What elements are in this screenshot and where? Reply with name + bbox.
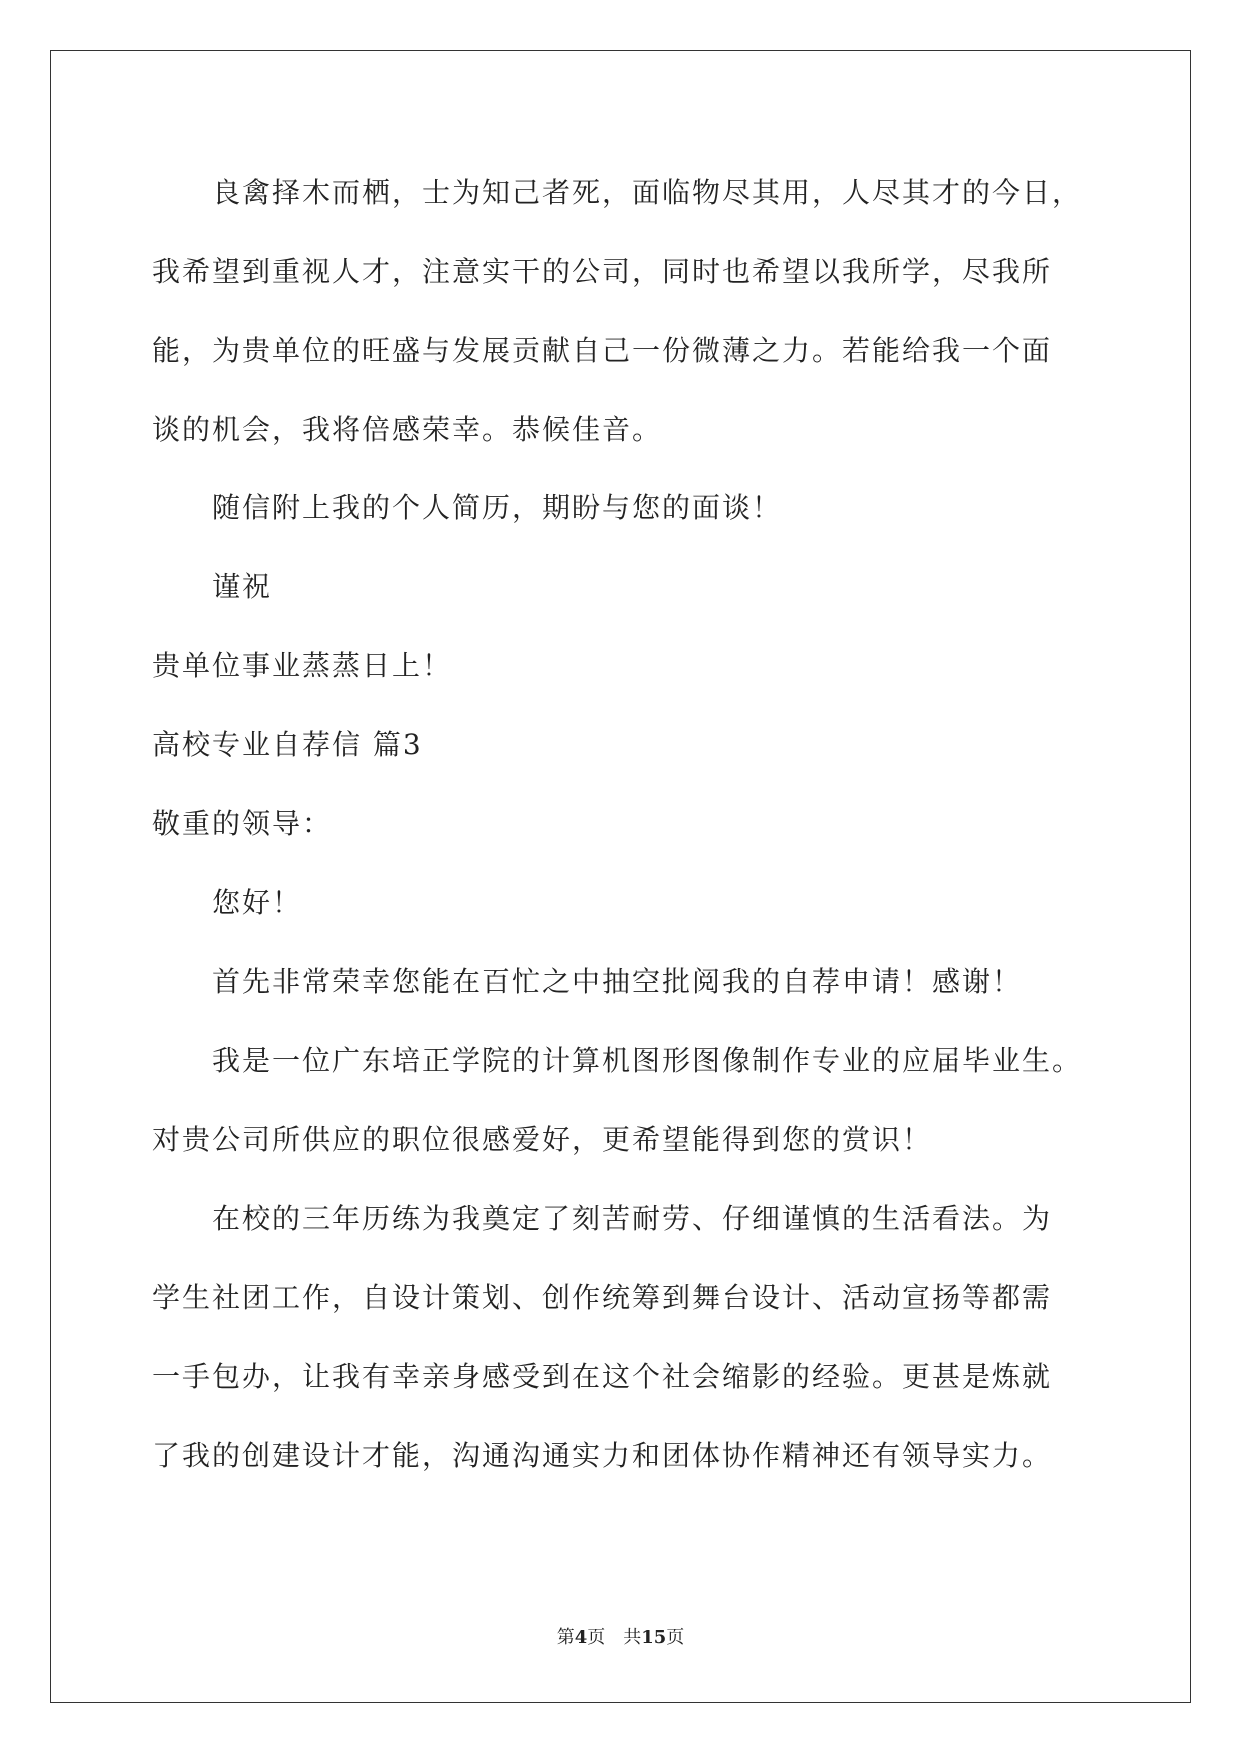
paragraph-line: 了我的创建设计才能，沟通沟通实力和团体协作精神还有领导实力。 <box>152 1439 1053 1472</box>
paragraph-line: 首先非常荣幸您能在百忙之中抽空批阅我的自荐申请！感谢！ <box>152 965 1023 998</box>
paragraph-line: 谈的机会，我将倍感荣幸。恭候佳音。 <box>152 413 663 446</box>
paragraph-line: 能，为贵单位的旺盛与发展贡献自己一份微薄之力。若能给我一个面 <box>152 334 1053 367</box>
page-number: 4 <box>574 1627 588 1648</box>
closing-line: 贵单位事业蒸蒸日上！ <box>152 649 453 682</box>
paragraph-line: 我希望到重视人才，注意实干的公司，同时也希望以我所学，尽我所 <box>152 255 1053 288</box>
paragraph-line: 一手包办，让我有幸亲身感受到在这个社会缩影的经验。更甚是炼就 <box>152 1360 1053 1393</box>
greeting-line: 谨祝 <box>152 570 273 603</box>
total-suffix: 页 <box>666 1627 685 1648</box>
salutation: 敬重的领导： <box>152 807 333 840</box>
page-prefix: 第 <box>556 1627 575 1648</box>
greeting-line: 您好！ <box>152 886 303 919</box>
paragraph-line: 我是一位广东培正学院的计算机图形图像制作专业的应届毕业生。 <box>152 1044 1083 1077</box>
paragraph-line: 良禽择木而栖，士为知己者死，面临物尽其用，人尽其才的今日， <box>152 176 1083 209</box>
section-heading: 高校专业自荐信 篇3 <box>152 728 423 761</box>
page-footer <box>0 1626 1241 1650</box>
paragraph-line: 对贵公司所供应的职位很感爱好，更希望能得到您的赏识！ <box>152 1123 933 1156</box>
page-suffix: 页 <box>587 1627 606 1648</box>
paragraph-line: 随信附上我的个人简历，期盼与您的面谈！ <box>152 491 783 524</box>
paragraph-line: 在校的三年历练为我奠定了刻苦耐劳、仔细谨慎的生活看法。为 <box>152 1202 1053 1235</box>
total-pages: 15 <box>641 1627 667 1648</box>
paragraph-line: 学生社团工作，自设计策划、创作统筹到舞台设计、活动宣扬等都需 <box>152 1281 1053 1314</box>
total-prefix: 共 <box>623 1627 642 1648</box>
